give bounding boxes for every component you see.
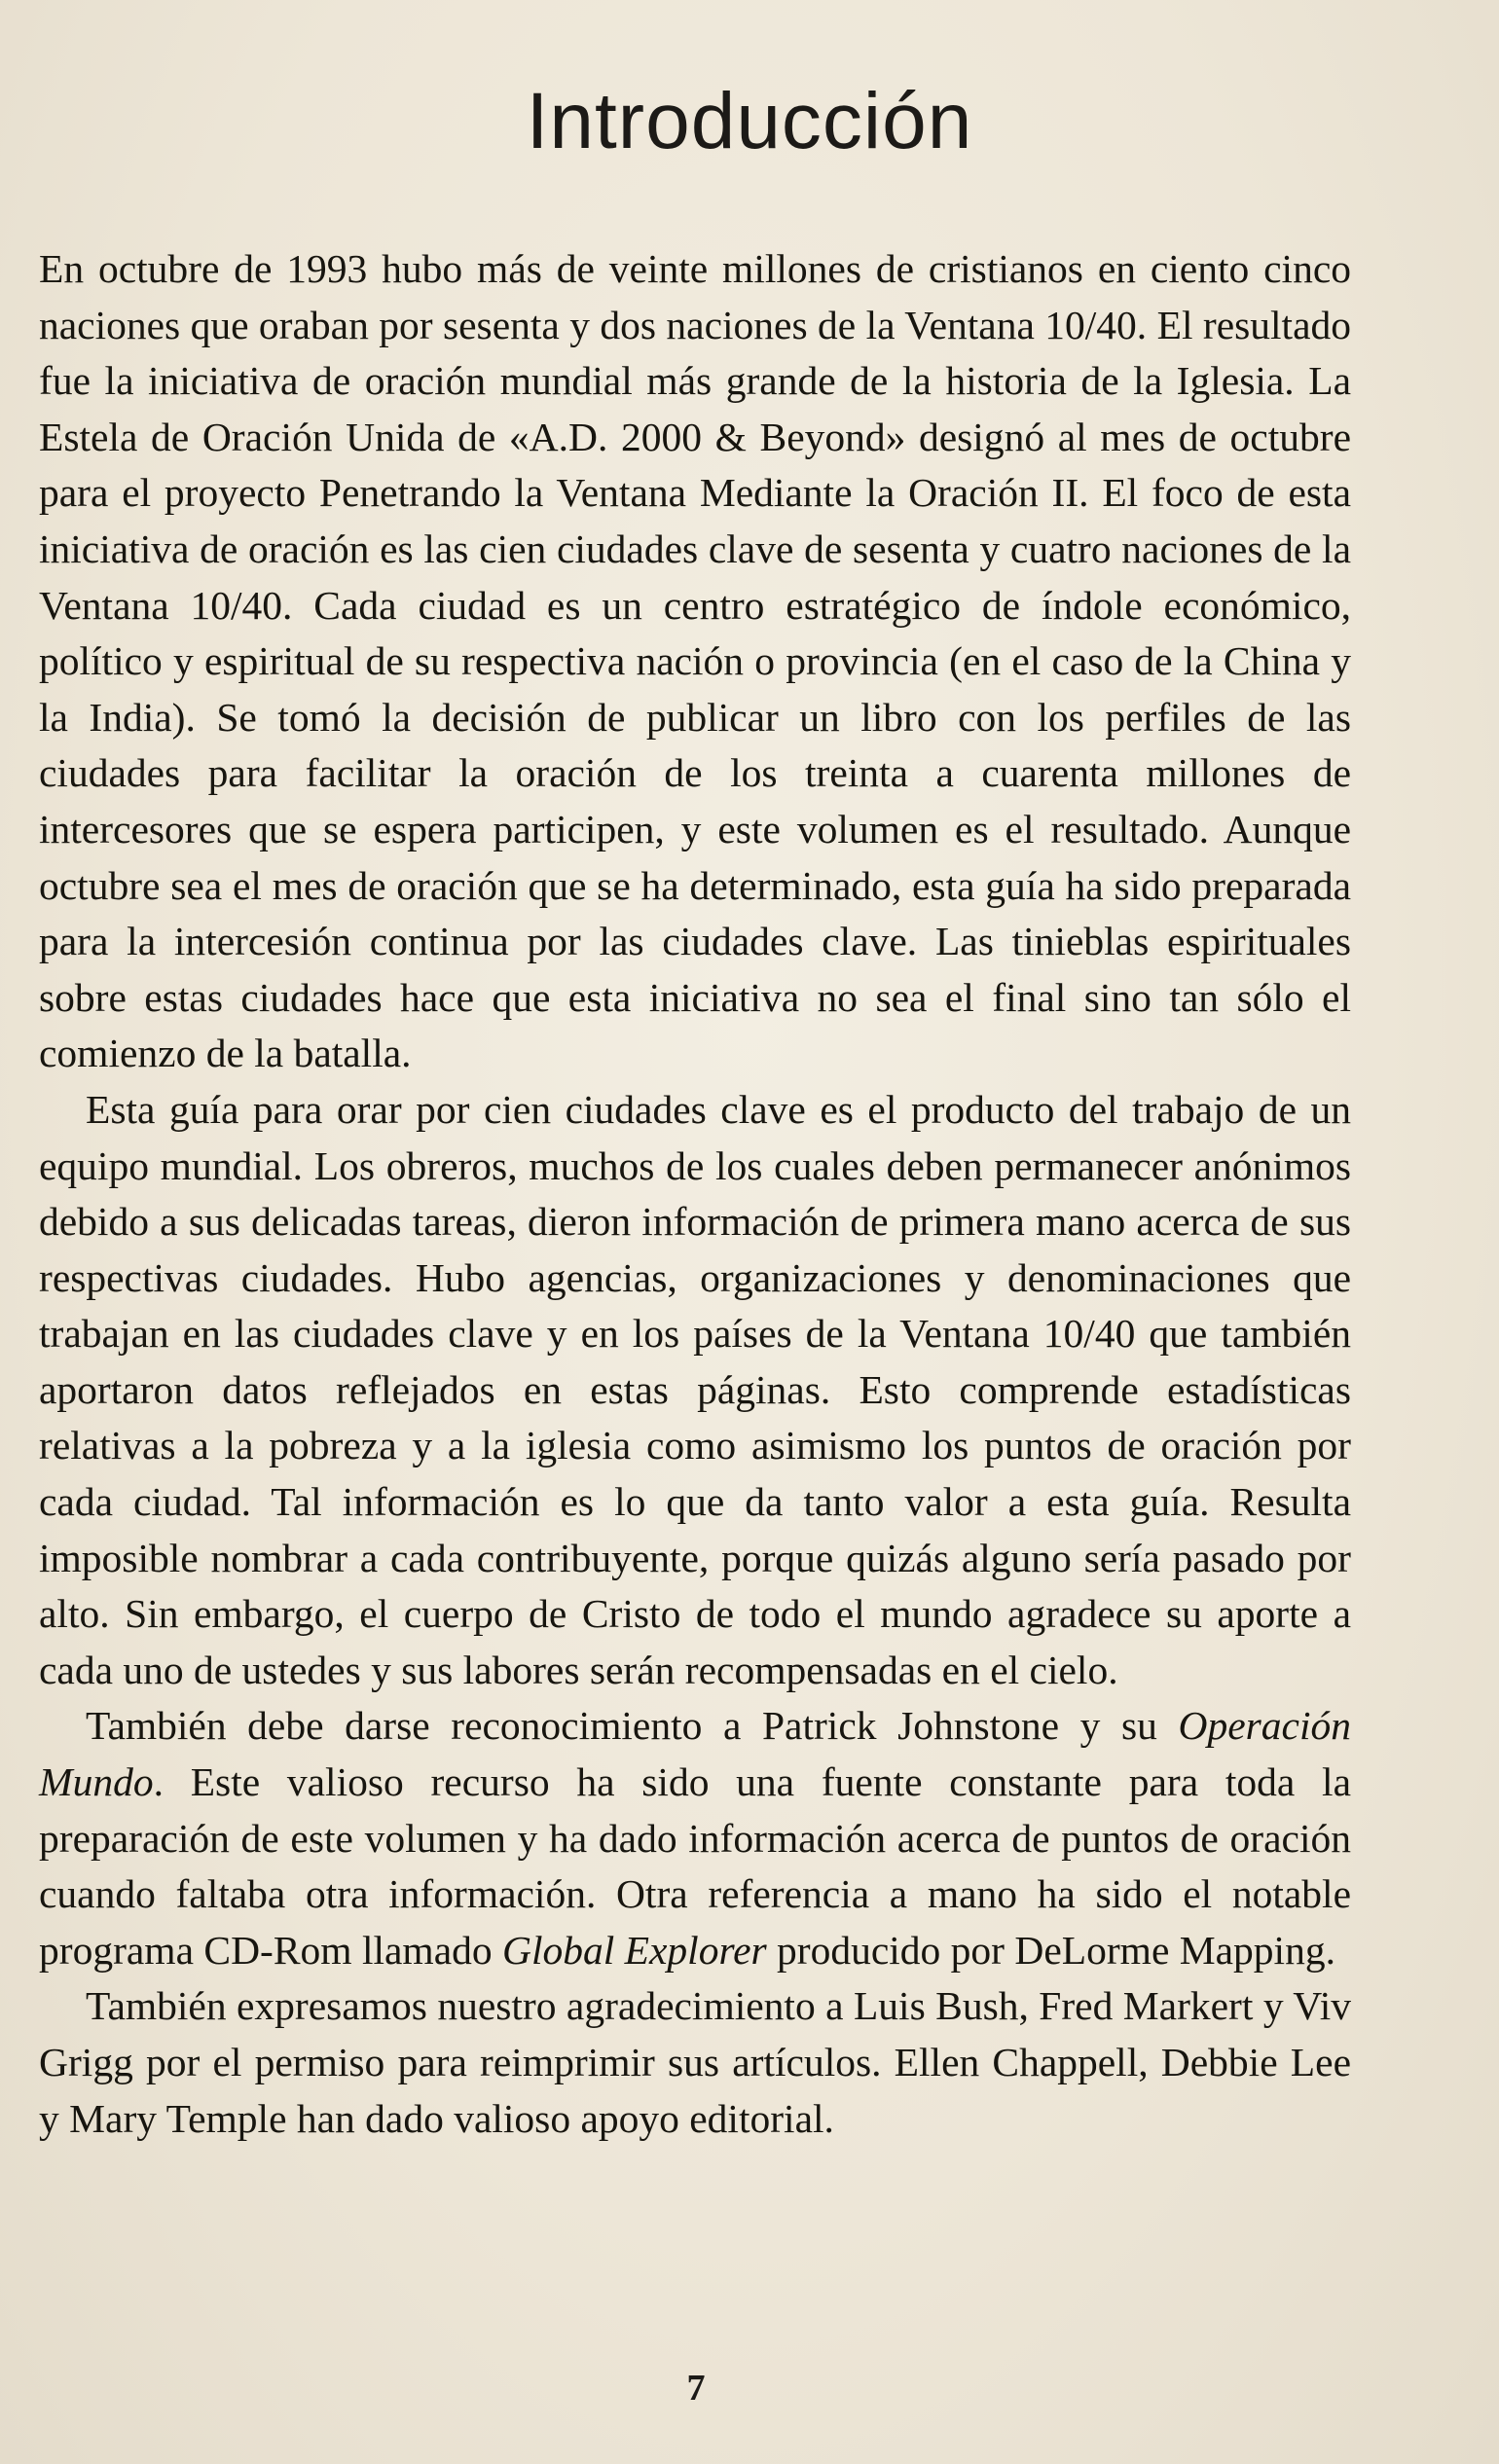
paragraph-2: Esta guía para orar por cien ciudades clave es el producto del trabajo de un equipo mundial. Los obreros, muchos de los cuales deben permanecer anónimos debido a sus delicadas tareas, dieron información de primera mano acerca de sus respectivas ciudades. Hubo agencias, organizaciones y denominaciones que trabajan en las ciudades clave y en los países de la Ventana 10/40 que también aportaron datos reflejados en estas páginas. Esto comprende estadísticas relativas a la pobreza y a la iglesia como asimismo los puntos de oración por cada ciudad. Tal información es lo que da tanto valor a esta guía. Resulta imposible nombrar a cada contribuyente, porque quizás alguno sería pasado por alto. Sin embargo, el cuerpo de Cristo de todo el mundo agradece su aporte a cada uno de ustedes y sus labores serán recompensadas en el cielo. xyxy=(39,1086,1351,1692)
chapter-title: Introducción xyxy=(526,77,973,165)
chapter-body xyxy=(39,241,1351,2147)
paragraph-1: En octubre de 1993 hubo más de veinte millones de cristianos en ciento cinco naciones que oraban por sesenta y dos naciones de la Ventana 10/40. El resultado fue la iniciativa de oración mundial más grande de la historia de la Iglesia. La Estela de Oración Unida de «A.D. 2000 & Beyond» designó al mes de octubre para el proyecto Penetrando la Ventana Mediante la Oración II. El foco de esta iniciativa de oración es las cien ciudades clave de sesenta y cuatro naciones de la Ventana 10/40. Cada ciudad es un centro estratégico de índole económico, político y espiritual de su respectiva nación o provincia (en el caso de la China y la India). Se tomó la decisión de publicar un libro con los perfiles de las ciudades para facilitar la oración de los treinta a cuarenta millones de intercesores que se espera participen, y este volumen es el resultado. Aunque octubre sea el mes de oración que se ha determinado, esta guía ha sido preparada para la intercesión continua por las ciudades clave. Las tinieblas espirituales sobre estas ciudades hace que esta iniciativa no sea el final sino tan sólo el comienzo de la batalla. xyxy=(39,246,1351,1076)
paragraph-3-text-b: . Este valioso recurso ha sido una fuente constante para toda la preparación de este volumen y ha dado información acerca de puntos de oración cuando faltaba otra información. Otra referencia a mano ha sido el notable programa CD-Rom llamado xyxy=(39,1759,1351,1973)
paragraph-4: También expresamos nuestro agradecimiento a Luis Bush, Fred Markert y Viv Grigg por el permiso para reimprimir sus artículos. Ellen Chappell, Debbie Lee y Mary Temple han dado valioso apoyo editorial. xyxy=(39,1983,1351,2141)
page-number: 7 xyxy=(686,2368,706,2409)
paragraph-3-text-c: producido por DeLorme Mapping. xyxy=(766,1927,1335,1973)
software-title-global-explorer: Global Explorer xyxy=(502,1927,767,1973)
paragraph-3 xyxy=(39,1698,1351,1978)
book-title-operacion-mundo: Operación Mundo xyxy=(39,1703,1351,1805)
paragraph-3-text-a: También debe darse reconocimiento a Patrick Johnstone y su xyxy=(86,1703,1179,1749)
